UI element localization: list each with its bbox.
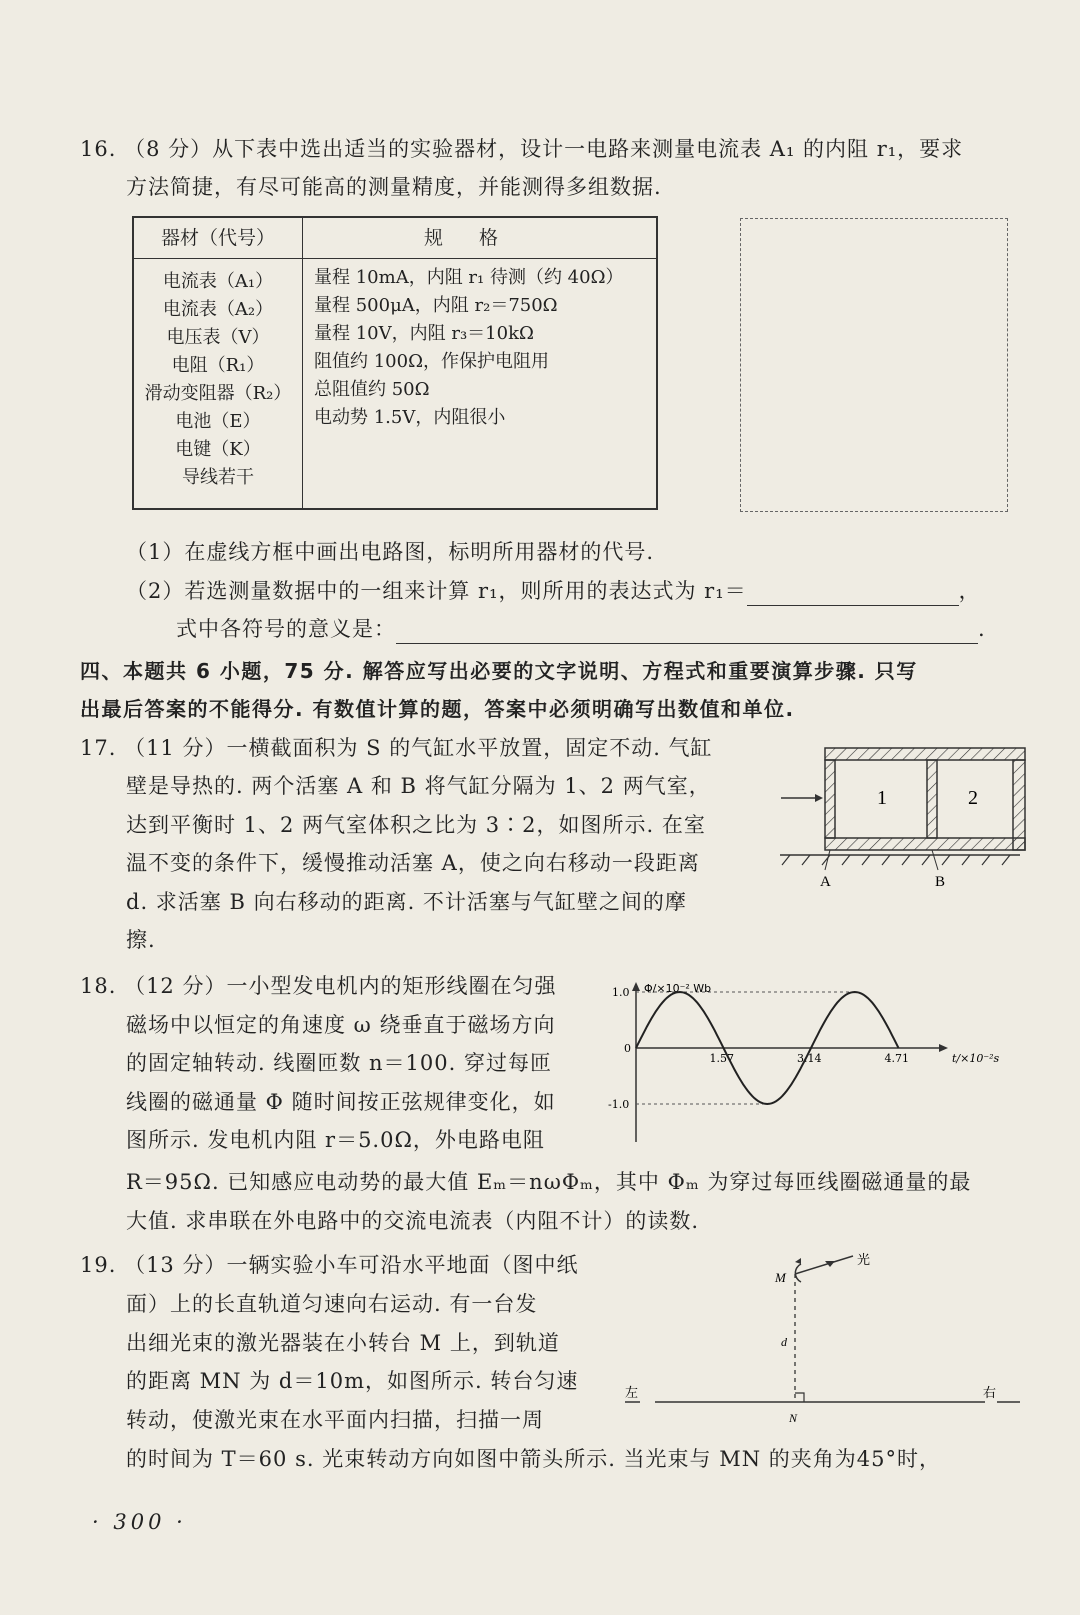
- y-tick-label: -1.0: [608, 1098, 630, 1111]
- table-spec: 电动势 1.5V，内阻很小: [314, 407, 506, 428]
- x-tick-label: 3.14: [797, 1052, 822, 1065]
- answer-blank-r1[interactable]: [747, 583, 959, 606]
- q16-line-2: 方法简捷，有尽可能高的测量精度，并能测得多组数据.: [126, 175, 662, 199]
- piston-b-label: B: [935, 874, 946, 890]
- q19-line-5: 转动，使激光束在水平面内扫描，扫描一周: [126, 1408, 544, 1432]
- q18-line-7: 大值. 求串联在外电路中的交流电流表（内阻不计）的读数.: [126, 1209, 700, 1233]
- q16-sub-2b: [176, 614, 986, 644]
- section-4-line-1: 四、本题共 6 小题，75 分. 解答应写出必要的文字说明、方程式和重要演算步骤. 只写: [80, 659, 918, 683]
- x-tick-label: 1.57: [709, 1052, 734, 1065]
- table-item: 电阻（R₁）: [171, 355, 265, 376]
- table-item: 电流表（A₁）: [162, 271, 274, 292]
- label-right: 右: [983, 1386, 997, 1401]
- piston-a-label: A: [820, 874, 831, 890]
- right-angle-mark: [795, 1393, 804, 1402]
- piston-a: [825, 760, 835, 838]
- q17-line-2: 壁是导热的. 两个活塞 A 和 B 将气缸分隔为 1、2 两气室，: [126, 774, 711, 798]
- label-n: N: [789, 1411, 798, 1425]
- q19-line-4: 的距离 MN 为 d＝10m，如图所示. 转台匀速: [126, 1369, 579, 1393]
- q17-line-1: 17. （11 分）一横截面积为 S 的气缸水平放置，固定不动. 气缸: [80, 736, 713, 760]
- y-tick-label: 1.0: [612, 986, 630, 999]
- table-spec: 量程 10V，内阻 r₃＝10kΩ: [314, 323, 534, 344]
- q16-sub-2a: [126, 576, 981, 606]
- q16-sub-2a-end: ，: [958, 579, 981, 603]
- circuit-drawing-box[interactable]: [740, 218, 1008, 512]
- rotation-arrow-icon: [795, 1258, 801, 1264]
- table-spec: 量程 10mA，内阻 r₁ 待测（约 40Ω）: [314, 267, 624, 288]
- x-axis-arrow: [939, 1044, 948, 1052]
- cylinder-figure: [775, 740, 1035, 890]
- x-axis-label: t/×10⁻²s: [952, 1052, 1000, 1065]
- table-spec: 阻值约 100Ω，作保护电阻用: [314, 351, 550, 372]
- q16-line-1: 16. （8 分）从下表中选出适当的实验器材，设计一电路来测量电流表 A₁ 的内阻 r₁，要求: [80, 137, 964, 161]
- piston-b-leader: [932, 850, 938, 870]
- y-axis-arrow: [632, 982, 640, 991]
- q18-line-5: 图所示. 发电机内阻 r＝5.0Ω，外电路电阻: [126, 1128, 545, 1152]
- label-light: 光: [857, 1253, 871, 1268]
- label-m: M: [775, 1270, 786, 1285]
- answer-blank-meaning[interactable]: [396, 621, 978, 644]
- y-axis-label: Φ/×10⁻² Wb: [644, 982, 712, 995]
- q16-sub-2a-text: （2）若选测量数据中的一组来计算 r₁，则所用的表达式为 r₁＝: [126, 579, 747, 603]
- push-arrow-head: [815, 794, 823, 802]
- piston-b: [927, 760, 937, 838]
- page-number: · 300 ·: [92, 1510, 187, 1534]
- cylinder-right-wall: [1013, 760, 1025, 850]
- cylinder-top-wall: [825, 748, 1025, 760]
- table-divider: [302, 218, 303, 508]
- table-item: 电流表（A₂）: [162, 299, 274, 320]
- origin-label: 0: [624, 1042, 631, 1055]
- q17-line-5: d. 求活塞 B 向右移动的距离. 不计活塞与气缸壁之间的摩: [126, 890, 687, 914]
- q17-line-3: 达到平衡时 1、2 两气室体积之比为 3∶2，如图所示. 在室: [126, 813, 706, 837]
- light-beam: [795, 1256, 853, 1274]
- q18-line-2: 磁场中以恒定的角速度 ω 绕垂直于磁场方向: [126, 1013, 556, 1037]
- label-left: 左: [625, 1386, 639, 1401]
- q19-line-6: 的时间为 T＝60 s. 光束转动方向如图中箭头所示. 当光束与 MN 的夹角为45°时，: [126, 1447, 942, 1471]
- cylinder-bottom-wall: [825, 838, 1025, 850]
- chamber-2-label: 2: [968, 787, 978, 809]
- q18-line-3: 的固定轴转动. 线圈匝数 n＝100. 穿过每匝: [126, 1051, 552, 1075]
- table-spec: 总阻值约 50Ω: [314, 379, 430, 400]
- laser-figure: [625, 1252, 1025, 1432]
- table-item: 导线若干: [182, 467, 254, 488]
- table-spec: 量程 500μA，内阻 r₂＝750Ω: [314, 295, 558, 316]
- q19-line-1: 19. （13 分）一辆实验小车可沿水平地面（图中纸: [80, 1253, 579, 1277]
- label-d: d: [781, 1335, 787, 1349]
- q18-line-6: R＝95Ω. 已知感应电动势的最大值 Eₘ＝nωΦₘ，其中 Φₘ 为穿过每匝线圈磁通量的最: [126, 1170, 972, 1194]
- col-header-spec: 规格: [423, 227, 534, 249]
- table-specs: [314, 264, 624, 432]
- q19-line-3: 出细光束的激光器装在小转台 M 上，到轨道: [126, 1331, 560, 1355]
- table-item: 电池（E）: [175, 411, 261, 432]
- q16-sub-2b-text: 式中各符号的意义是：: [176, 617, 396, 641]
- chamber-1-label: 1: [877, 787, 887, 809]
- equipment-table: [132, 216, 658, 510]
- x-tick-label: 4.71: [884, 1052, 909, 1065]
- table-item: 电键（K）: [175, 439, 261, 460]
- flux-chart: [608, 980, 1032, 1145]
- table-items: [134, 268, 302, 492]
- q18-line-1: 18. （12 分）一小型发电机内的矩形线圈在匀强: [80, 974, 557, 998]
- q18-line-4: 线圈的磁通量 Φ 随时间按正弦规律变化，如: [126, 1090, 556, 1114]
- q16-sub-1: （1）在虚线方框中画出电路图，标明所用器材的代号.: [126, 540, 655, 564]
- q19-line-2: 面）上的长直轨道匀速向右运动. 有一台发: [126, 1292, 538, 1316]
- col-header-item: 器材（代号）: [160, 227, 275, 249]
- ground-hatch: [782, 855, 1010, 865]
- table-item: 滑动变阻器（R₂）: [144, 383, 292, 404]
- table-item: 电压表（V）: [166, 327, 270, 348]
- q16-sub-2b-end: .: [978, 617, 986, 641]
- q17-line-6: 擦.: [126, 928, 156, 952]
- q17-line-4: 温不变的条件下，缓慢推动活塞 A，使之向右移动一段距离: [126, 851, 700, 875]
- section-4-line-2: 出最后答案的不能得分. 有数值计算的题，答案中必须明确写出数值和单位.: [80, 697, 795, 721]
